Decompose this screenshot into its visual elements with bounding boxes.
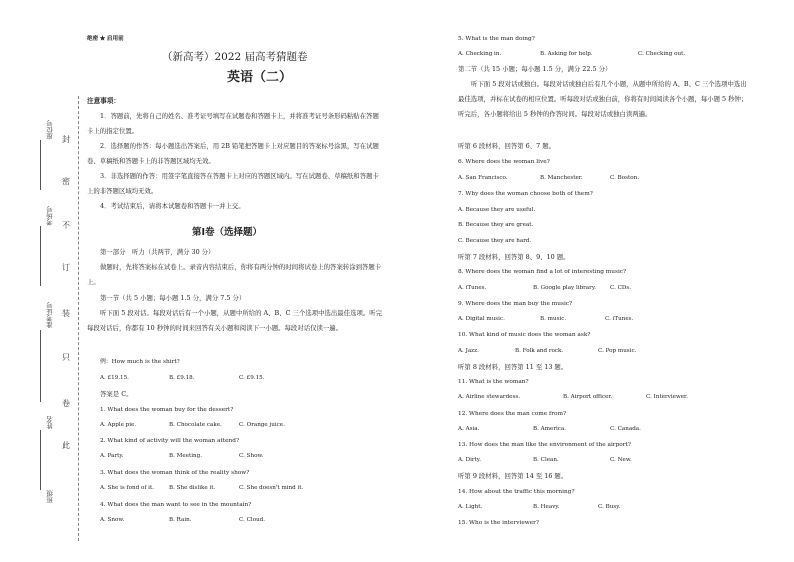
question-text: 14. How about the traffic this morning? [458,489,575,495]
question-text: 6. Where does the woman live? [458,159,550,165]
option-a: A. Asia. [458,426,480,432]
option-a: A. She is fond of it. [100,485,154,491]
question-text: 2. What kind of activity will the woman attend? [100,438,240,444]
notice-item: 3．非选择题的作答：用签字笔直接答在答题卡上对应的答题区域内。写在试题卷、草稿纸和答题卡上的非答题区域均无效。 [87,172,379,195]
question-text: 1. What does the woman buy for the dessert? [100,407,234,413]
example-question: 例：How much is the shirt? [100,359,180,365]
option-c: C. Cloud. [239,517,266,523]
example-answer: 答案是 C。 [100,390,133,398]
option-c: C. Busy. [598,504,621,510]
question-text: 5. What is the man doing? [458,36,535,42]
question-text: 12. Where does the man come from? [458,411,567,417]
option-b: B. Asking for help. [540,51,593,57]
option-b: B. Rain. [169,517,192,523]
binding-char: 此 [62,441,70,450]
subject-title: 英语（二） [227,70,293,85]
option-c: C. CDs. [610,285,632,291]
option-c: C. Checking out. [638,51,686,57]
exam-room-label: 考场号 [47,206,54,226]
name-blank [40,430,41,490]
question-text: 4. What does the man want to see in the mountain? [100,502,252,508]
option-a: A. Light. [458,504,483,510]
example-option-a: A. £19.15. [100,375,129,381]
seat-number-blank [40,140,41,190]
notice-heading: 注意事项： [87,97,120,105]
notice-item: 4．考试结束后，请将本试题卷和答题卡一并上交。 [100,202,245,210]
option-a: A. Jazz. [458,348,479,354]
option-a: A. iTunes. [458,285,487,291]
right-column [458,0,758,562]
option-c: C. Pop music. [598,348,637,354]
exam-title: （新高考）2022 届高考猜题卷 [162,51,308,63]
option-a: A. Digital music. [458,316,505,322]
section2-heading: 第二节（共 15 小题；每小题 1.5 分，满分 22.5 分） [458,65,612,73]
notice-item: 1．答题前，先将自己的姓名、准考证号填写在试题卷和答题卡上，并将准考证号条形码粘贴在答题卡上的指定位置。 [87,112,379,135]
block-heading: 听第 6 段材料，回答第 6、7 题。 [458,142,556,150]
option-b: B. Manchester. [540,175,583,181]
binding-dashed-line [78,96,79,541]
binding-char: 密 [62,177,70,186]
admission-number-blank [40,330,41,402]
section1-intro: 听下面 5 段对话。每段对话后有一个小题，从题中所给的 A、B、C 三个选项中选出最佳选项。听完每段对话后，你都有 10 秒钟的时间来回答有关小题和阅读下一小题。每段对话仅读一遍。 [87,309,383,332]
option-c: C. New. [610,457,632,463]
binding-char: 装 [62,309,70,318]
option-c: C. Show. [239,453,264,459]
section2-intro: 听下面 5 段对话或独白。每段对话或独白后有几个小题，从题中所给的 A、B、C 三个选项中选出最佳选项，并标在试卷的相应位置。听每段对话或独白前，你将有时间阅读各个小题，每小题 5 秒钟；听完后，各小题将给出 5 秒钟的作答时间。每段对话或独白读两遍。 [458,80,748,118]
option-b: B. Google play library. [533,285,597,291]
section1-heading: 第一节（共 5 小题；每小题 1.5 分，满分 7.5 分） [100,294,246,302]
binding-char: 只 [62,353,70,362]
option-b: B. Meeting. [169,453,203,459]
question-text: 10. What kind of music does the woman ask? [458,332,591,338]
option-b: B. Because they are great. [458,222,534,228]
option-b: B. music. [540,316,567,322]
question-text: 15. Who is the interviewer? [458,520,540,526]
option-c: C. Interviewer. [646,394,688,400]
binding-char: 封 [62,135,70,144]
option-b: B. Heavy. [533,504,560,510]
notice-item: 2．选择题的作答：每小题选出答案后，用 2B 铅笔把答题卡上对应题目的答案标号涂黑，写在试题卷、草稿纸和答题卡上的非答题区域均无效。 [87,142,379,165]
question-text: 7. Why does the woman choose both of them? [458,191,593,197]
option-b: B. Airport officer. [563,394,613,400]
option-a: A. San Francisco. [458,175,508,181]
option-b: B. Folk and rock. [515,348,564,354]
block-heading: 听第 8 段材料，回答第 11 至 13 题。 [458,363,568,371]
binding-char: 订 [62,263,70,272]
option-a: A. Snow. [100,517,125,523]
option-c: C. Orange juice. [239,422,285,428]
part1-intro: 做题时，先将答案标在试卷上。录音内容结束后，你将有两分钟的时间将试卷上的答案转涂到答题卡上。 [87,263,382,286]
option-b: B. Chocolate cake. [169,422,222,428]
option-c: C. She doesn't mind it. [239,485,304,491]
left-column [87,0,387,562]
class-label: 班级 [47,490,54,503]
block-heading: 听第 7 段材料，回答第 8、9、10 题。 [458,253,570,261]
option-a: A. Because they are useful. [458,207,536,213]
binding-char: 卷 [62,399,70,408]
name-label: 姓名 [47,416,54,429]
option-c: C. iTunes. [605,316,634,322]
question-text: 8. Where does the woman find a lot of interesting music? [458,269,627,275]
binding-char: 不 [62,221,70,230]
option-b: B. America. [533,426,567,432]
volume-title: 第Ⅰ卷（选择题） [192,227,263,238]
question-text: 13. How does the man like the environment of the airport? [458,442,631,448]
example-option-c: C. £9.15. [239,375,265,381]
option-c: C. Because they are hard. [458,238,532,244]
option-a: A. Airline stewardess. [458,394,521,400]
exam-room-blank [40,226,41,286]
seat-number-label: 座位号 [47,120,54,140]
option-a: A. Apple pie. [100,422,137,428]
option-a: A. Dirty. [458,457,481,463]
example-option-b: B. £9.18. [169,375,195,381]
option-a: A. Checking in. [458,51,502,57]
secret-mark: 绝密 ★ 启用前 [87,36,124,42]
option-a: A. Party. [100,453,124,459]
option-c: C. Canada. [610,426,641,432]
option-b: B. Clean. [533,457,559,463]
question-text: 3. What does the woman think of the reality show? [100,470,250,476]
option-b: B. She dislike it. [169,485,216,491]
question-text: 9. Where does the man buy the music? [458,301,573,307]
block-heading: 听第 9 段材料，回答第 14 至 16 题。 [458,472,568,480]
admission-number-label: 准考证号 [47,302,54,328]
part1-heading: 第一部分 听力（共两节，满分 30 分） [100,248,215,256]
question-text: 11. What is the woman? [458,379,529,385]
option-c: C. Boston. [610,175,639,181]
